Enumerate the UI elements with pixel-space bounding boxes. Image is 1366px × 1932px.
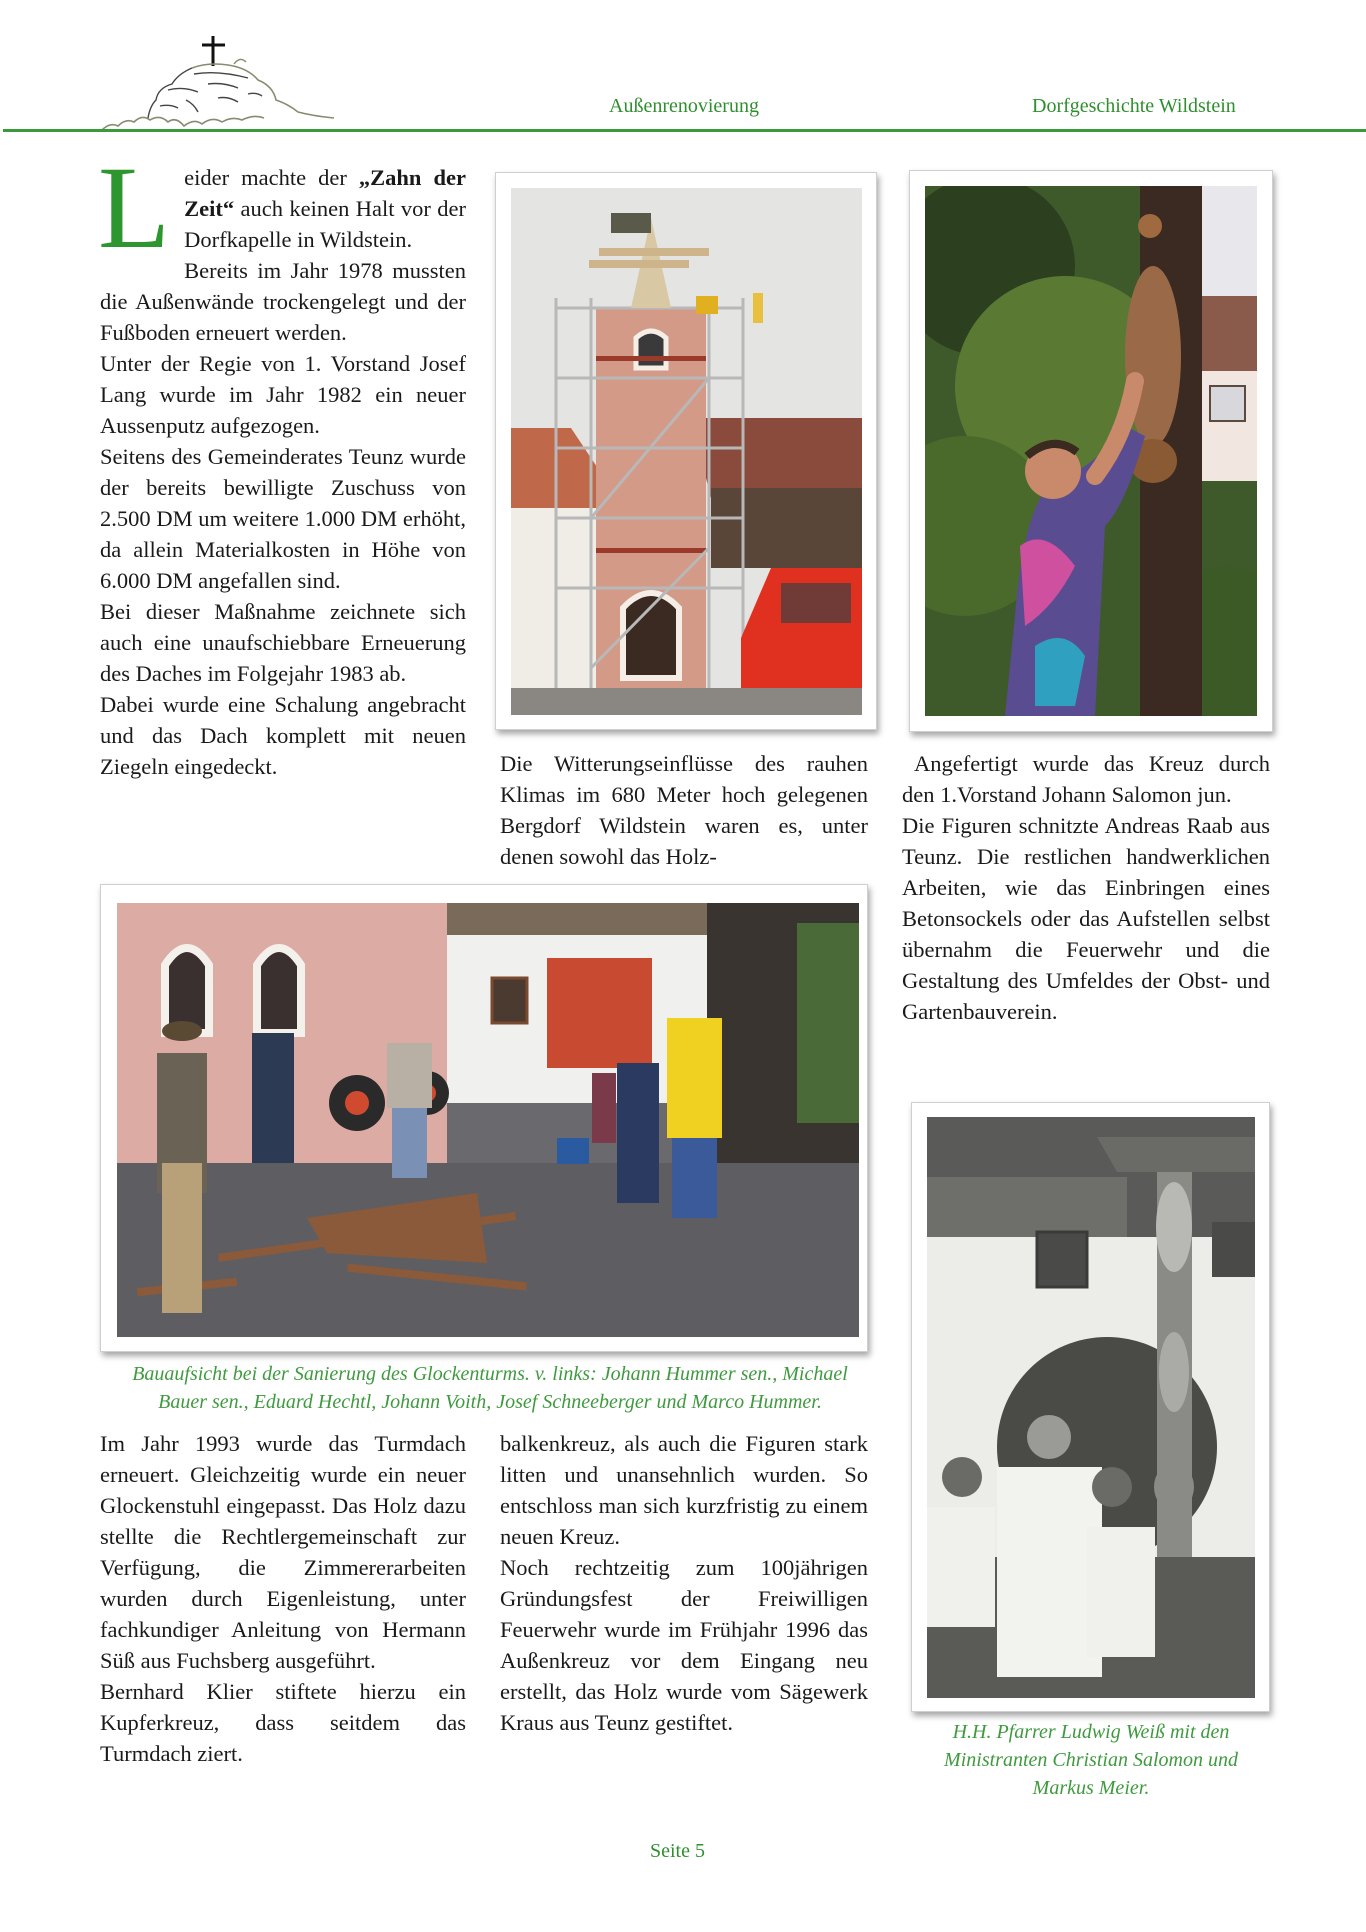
header-rule	[3, 129, 1366, 132]
priest-image	[927, 1117, 1255, 1698]
paragraph: Dabei wurde eine Schalung angebracht und das Dach komplett mit neuen Ziegeln eingedeckt.	[100, 692, 466, 779]
column2-top-text	[500, 748, 868, 872]
tower-image	[511, 188, 862, 715]
hill-with-cross-logo	[98, 34, 338, 134]
intro-paragraph: Leider machte der „Zahn der Zeit“ auch keinen Halt vor der Dorfkapelle in Wildstein.	[98, 142, 466, 273]
column2-bottom-text	[500, 1428, 868, 1738]
page-number: Seite 5	[650, 1840, 705, 1862]
cross-image	[925, 186, 1257, 716]
photo-workers-with-planks	[100, 884, 868, 1352]
section-title: Außenrenovierung	[609, 95, 759, 117]
highlight-phrase: „Zahn der Zeit“	[184, 165, 466, 221]
paragraph: Die Figuren schnitzte Andreas Raab aus Teunz. Die restlichen handwerklichen Arbeiten, wie das Einbringen eines Betonsockels oder das Aufstellen selbst übernahm die Feuerwehr und die Gestaltung des Umfeldes der Obst- und Gartenbauverein.	[902, 813, 1270, 1024]
photo-man-at-wooden-cross	[909, 170, 1273, 732]
paragraph: Bereits im Jahr 1978 mussten die Außenwände trockengelegt und der Fußboden erneuert werden.	[100, 258, 466, 345]
paragraph: Noch rechtzeitig zum 100jährigen Gründungsfest der Freiwilligen Feuerwehr wurde im Frühjahr 1996 das Außenkreuz vor dem Eingang neu erstellt, das Holz wurde vom Sägewerk Kraus aus Teunz gestiftet.	[500, 1555, 868, 1735]
paragraph: Im Jahr 1993 wurde das Turmdach erneuert. Gleichzeitig wurde ein neuer Glockenstuhl eingepasst. Das Holz dazu stellte die Rechtlergemeinschaft zur Verfügung, die Zimmererarbeiten wurden durch Eigenleistung, unter fachkundiger Anleitung von Hermann Süß aus Fuchsberg ausgeführt.	[100, 1431, 466, 1673]
paragraph: Angefertigt wurde das Kreuz durch den 1.Vorstand Johann Salomon jun.	[902, 751, 1270, 807]
column1-bottom-text	[100, 1428, 466, 1769]
photo-priest-with-ministrants	[911, 1102, 1270, 1712]
paragraph: Seitens des Gemeinderates Teunz wurde der bereits bewilligte Zuschuss von 2.500 DM um weitere 1.000 DM erhöht, da allein Materialkosten in Höhe von 6.000 DM angefallen sind.	[100, 444, 466, 593]
intro-column	[98, 142, 466, 782]
workers-photo-caption: Bauaufsicht bei der Sanierung des Glockenturms. v. links: Johann Hummer sen., Michael Bauer sen., Eduard Hechtl, Johann Voith, Josef Schneeberger und Marco Hummer.	[132, 1363, 848, 1413]
photo-bell-tower-scaffolding	[495, 172, 877, 730]
paragraph: Bernhard Klier stiftete hierzu ein Kupferkreuz, dass seitdem das Turmdach ziert.	[100, 1679, 466, 1766]
paragraph: Die Witterungseinflüsse des rauhen Klimas im 680 Meter hoch gelegenen Bergdorf Wildstein waren es, unter denen sowohl das Holz-	[500, 751, 868, 869]
paragraph: Unter der Regie von 1. Vorstand Josef Lang wurde im Jahr 1982 ein neuer Aussenputz aufgezogen.	[100, 351, 466, 438]
drop-cap: L	[98, 142, 171, 273]
paragraph: Bei dieser Maßnahme zeichnete sich auch eine unaufschiebbare Erneuerung des Daches im Folgejahr 1983 ab.	[100, 599, 466, 686]
publication-title: Dorfgeschichte Wildstein	[1032, 95, 1236, 117]
priest-photo-caption: H.H. Pfarrer Ludwig Weiß mit den Ministranten Christian Salomon und Markus Meier.	[944, 1721, 1238, 1799]
workers-image	[117, 903, 859, 1337]
paragraph: balkenkreuz, als auch die Figuren stark litten und unansehnlich wurden. So entschloss man sich kurzfristig zu einem neuen Kreuz.	[500, 1431, 868, 1549]
column3-top-text	[902, 748, 1270, 1027]
